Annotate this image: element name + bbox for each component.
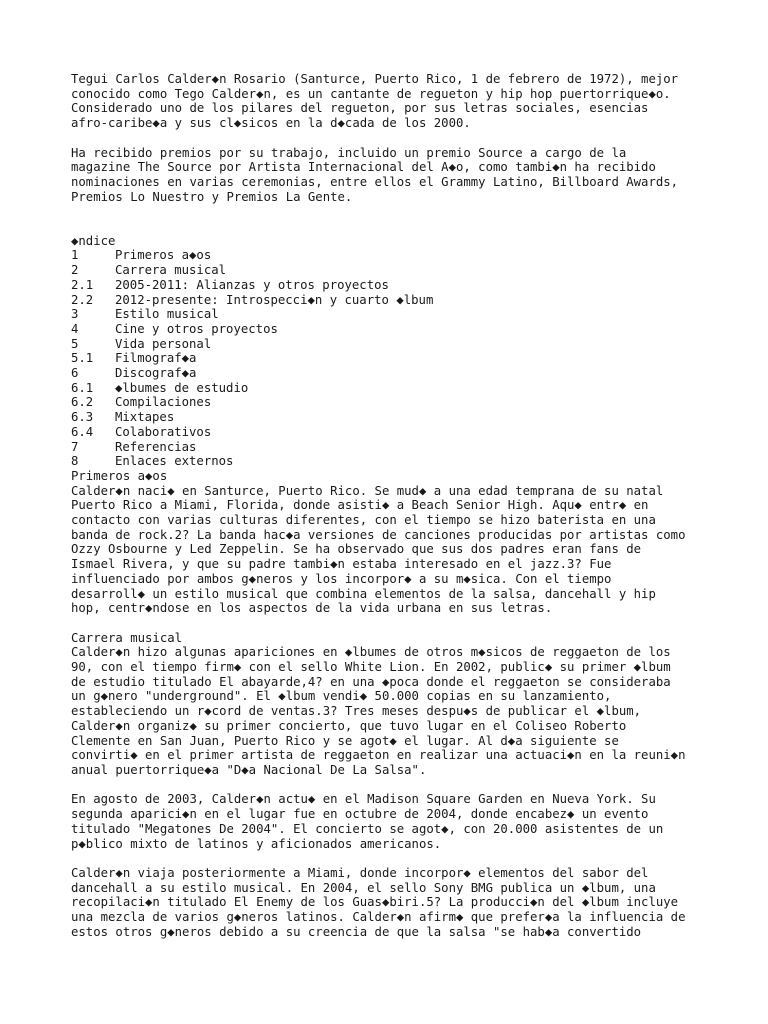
- toc-item: [71, 293, 761, 308]
- document-body: [71, 72, 761, 939]
- awards-paragraph: Ha recibido premios por su trabajo, incluido un premio Source a cargo de la magazine The Source por Artista Internacional del A◆o, como tambi◆n ha recibido nominaciones en varias ceremonias, entre ellos el Grammy Latino, Billboard Awards, Premios Lo Nuestro y Premios La Gente.: [71, 145, 679, 204]
- carrera-paragraph: Calder◆n viaja posteriormente a Miami, donde incorpor◆ elementos del sabor del dancehall a su estilo musical. En 2004, el sello Sony BMG publica un ◆lbum, una recopilaci◆n titulado El Enemy de los Guas◆biri.5? La producci◆n del ◆lbum incluye una mezcla de varios g◆neros latinos. Calder◆n afirm◆ que prefer◆a la influencia de estos otros g◆neros debido a su creencia de que la salsa "se hab◆a convertido: [71, 865, 686, 939]
- section-body-primeros: Calder◆n naci◆ en Santurce, Puerto Rico. Se mud◆ a una edad temprana de su natal Puerto Rico a Miami, Florida, donde asisti◆ a Beach Senior High. Aqu◆ entr◆ en contacto con varias culturas diferentes, con el tiempo se hizo baterista en una banda de rock.2? La banda hac◆a versiones de canciones producidas por artistas como Ozzy Osbourne y Led Zeppelin. Se ha observado que sus dos padres eran fans de Ismael Rivera, y que su padre tambi◆n estaba interesado en el jazz.3? Fue influenciado por ambos g◆neros y los incorpor◆ a su m◆sica. Con el tiempo desarroll◆ un estilo musical que combina elementos de la salsa, dancehall y hip hop, centr◆ndose en los aspectos de la vida urbana en sus letras.: [71, 483, 686, 616]
- toc-item-number: 6.2: [71, 395, 94, 410]
- toc-item-label: 2005-2011: Alianzas y otros proyectos: [115, 277, 389, 292]
- toc-item: [71, 322, 761, 337]
- toc-item-label: Estilo musical: [115, 307, 219, 322]
- toc-item-label: Discograf◆a: [115, 366, 197, 381]
- section-heading-carrera: Carrera musical: [71, 630, 183, 645]
- toc-title: ◆ndice: [71, 233, 116, 248]
- section-heading-primeros: Primeros a◆os: [71, 468, 168, 483]
- toc-item-number: 6: [71, 366, 79, 381]
- toc-item: [71, 440, 761, 455]
- toc-item: [71, 307, 761, 322]
- toc-item-label: Vida personal: [115, 336, 212, 351]
- toc-item-number: 2.1: [71, 277, 94, 292]
- toc-item-number: 3: [71, 307, 79, 322]
- toc-item-label: Carrera musical: [115, 263, 227, 278]
- toc-item-label: ◆lbumes de estudio: [115, 380, 249, 395]
- toc-item: [71, 395, 761, 410]
- toc-item: [71, 351, 761, 366]
- carrera-paragraph: En agosto de 2003, Calder◆n actu◆ en el Madison Square Garden en Nueva York. Su segunda aparici◆n en el lugar fue en octubre de 2004, donde encabez◆ un evento titulado "Megatones De 2004". El concierto se agot◆, con 20.000 asistentes de un p◆blico mixto de latinos y aficionados americanos.: [71, 792, 664, 851]
- carrera-paragraph: Calder◆n hizo algunas apariciones en ◆lbumes de otros m◆sicos de reggaeton de los 90, con el tiempo firm◆ con el sello White Lion. En 2002, public◆ su primer ◆lbum de estudio titulado El abayarde,4? en una ◆poca donde el reggaeton se consideraba un g◆nero "underground". El ◆lbum vendi◆ 50.000 copias en su lanzamiento, estableciendo un r◆cord de ventas.3? Tres meses despu◆s de publicar el ◆lbum, Calder◆n organiz◆ su primer concierto, que tuvo lugar en el Coliseo Roberto Clemente en San Juan, Puerto Rico y se agot◆ el lugar. Al d◆a siguiente se convirti◆ en el primer artista de reggaeton en realizar una actuaci◆n en la reuni◆n anual puertorrique◆a "D◆a Nacional De La Salsa".: [71, 645, 686, 777]
- toc-item: [71, 454, 761, 469]
- toc-item-label: Colaborativos: [115, 424, 212, 439]
- toc-item-number: 2.2: [71, 292, 94, 307]
- toc-item-label: Cine y otros proyectos: [115, 321, 278, 336]
- toc-item-number: 5.1: [71, 351, 94, 366]
- toc-item-number: 7: [71, 439, 79, 454]
- toc-item-number: 6.4: [71, 424, 94, 439]
- intro-paragraph: Tegui Carlos Calder◆n Rosario (Santurce, Puerto Rico, 1 de febrero de 1972), mejor conocido como Tego Calder◆n, es un cantante de regueton y hip hop puertorrique◆o. Considerado uno de los pilares del regueton, por sus letras sociales, esencias afro-caribe◆a y sus cl◆sicos en la d◆cada de los 2000.: [71, 72, 679, 131]
- toc-item-number: 1: [71, 248, 79, 263]
- toc-item-label: Mixtapes: [115, 410, 175, 425]
- toc-item-number: 8: [71, 454, 79, 469]
- toc-item: [71, 248, 761, 263]
- toc-item-label: Filmograf◆a: [115, 351, 197, 366]
- toc-item: [71, 381, 761, 396]
- toc-list: [71, 248, 761, 469]
- toc-item-number: 4: [71, 321, 79, 336]
- toc-item-number: 2: [71, 263, 79, 278]
- toc-item: [71, 366, 761, 381]
- toc-item-number: 5: [71, 336, 79, 351]
- toc-item: [71, 425, 761, 440]
- toc-item-label: Primeros a◆os: [115, 248, 212, 263]
- toc-item-label: Compilaciones: [115, 395, 212, 410]
- toc-item-label: Referencias: [115, 439, 197, 454]
- toc-item-label: 2012-presente: Introspecci◆n y cuarto ◆lbum: [115, 292, 434, 307]
- toc-item: [71, 410, 761, 425]
- toc-item: [71, 263, 761, 278]
- toc-item: [71, 337, 761, 352]
- toc-item-number: 6.3: [71, 410, 94, 425]
- toc-item-number: 6.1: [71, 380, 94, 395]
- table-of-contents: [71, 234, 761, 469]
- toc-item-label: Enlaces externos: [115, 454, 234, 469]
- toc-item: [71, 278, 761, 293]
